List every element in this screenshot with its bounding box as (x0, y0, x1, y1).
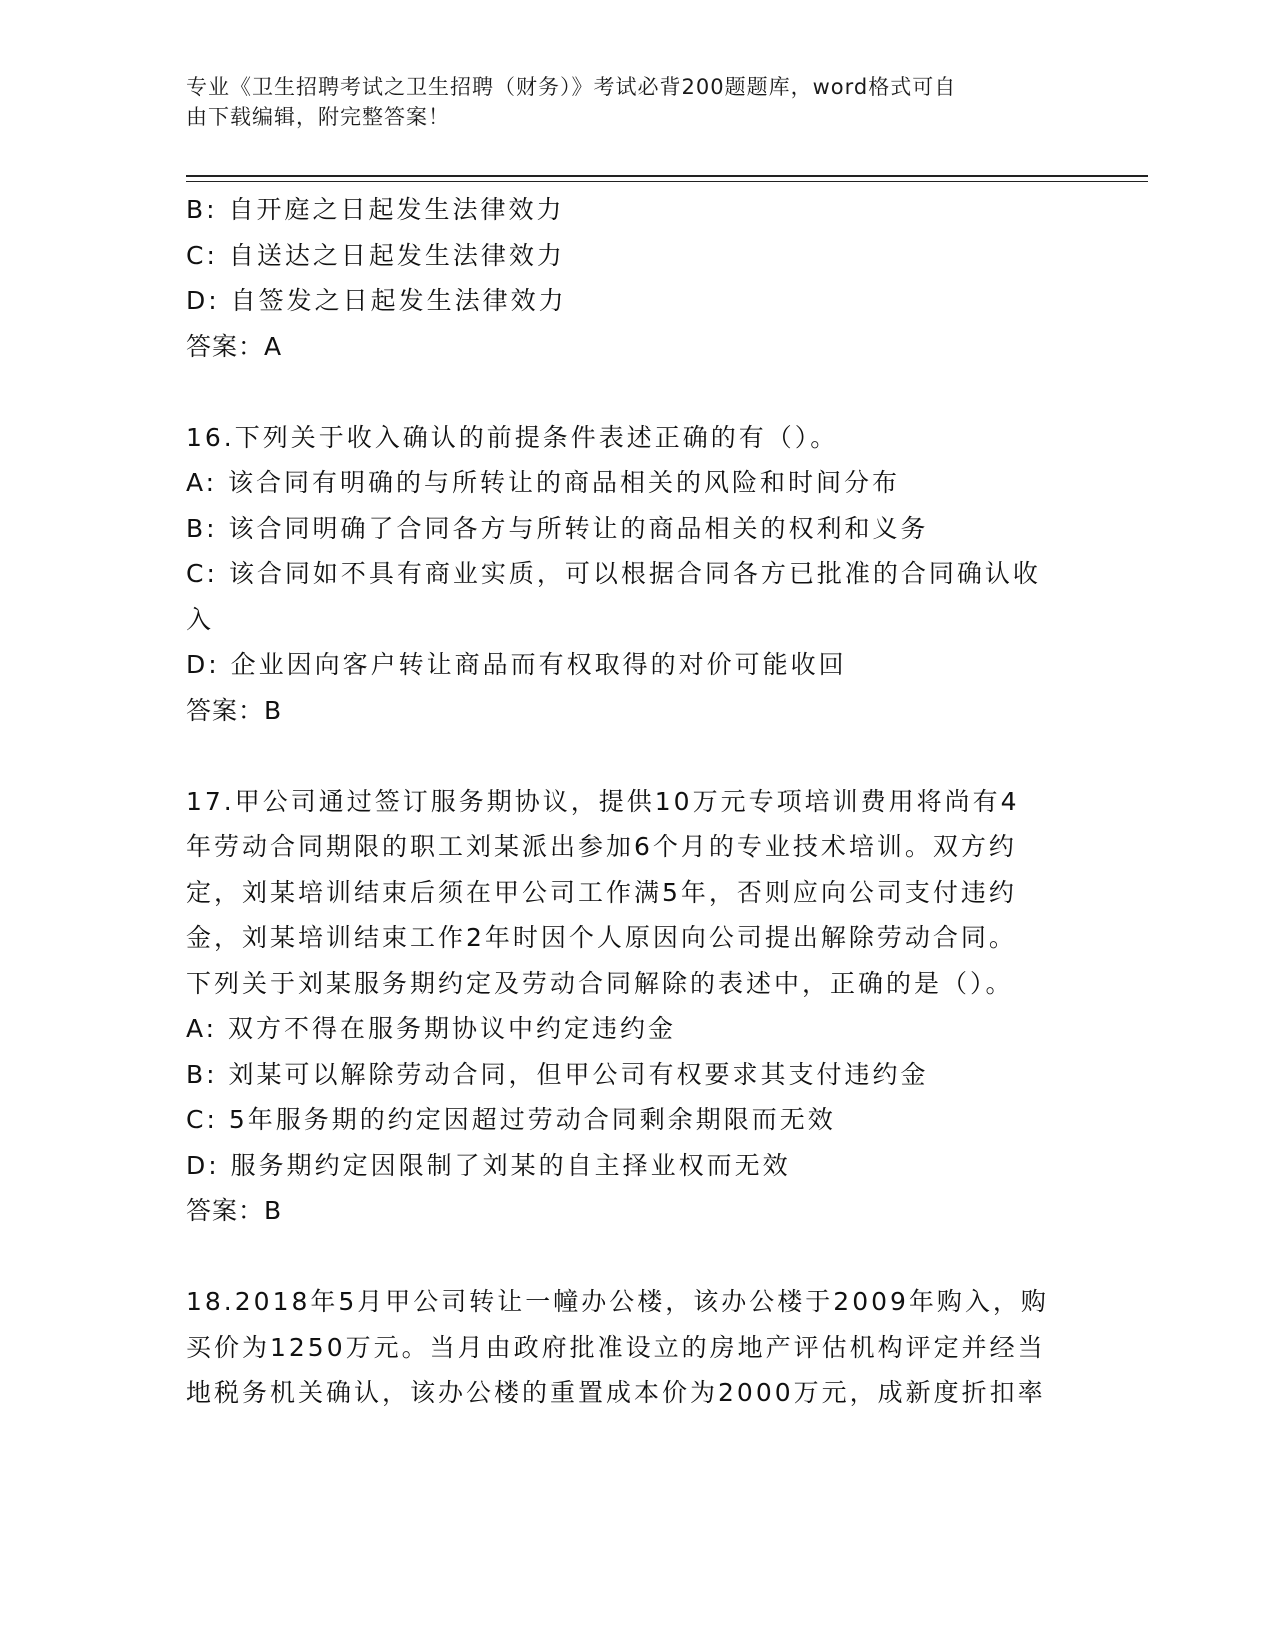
answer: 答案：B (186, 1196, 283, 1225)
question-stem-line: 17.甲公司通过签订服务期协议，提供10万元专项培训费用将尚有4 (186, 786, 1020, 816)
option-d: D: 企业因向客户转让商品而有权取得的对价可能收回 (186, 650, 847, 679)
option-c-continued: 入 (186, 604, 215, 634)
question-16-block (186, 415, 1066, 734)
header-title-line-1: 专业《卫生招聘考试之卫生招聘（财务）》考试必背200题题库，word格式可自 (186, 75, 957, 99)
header-divider-thin (186, 181, 1148, 182)
question-stem-line: 18.2018年5月甲公司转让一幢办公楼，该办公楼于2009年购入，购 (186, 1287, 1049, 1316)
prev-question-block (186, 187, 1066, 369)
header-title-line-2: 由下载编辑，附完整答案！ (186, 105, 450, 129)
option-c: C: 自送达之日起发生法律效力 (186, 240, 565, 270)
option-b: B: 该合同明确了合同各方与所转让的商品相关的权利和义务 (186, 513, 929, 543)
spacer (186, 733, 1066, 779)
question-stem-line: 下列关于刘某服务期约定及劳动合同解除的表述中，正确的是（）。 (186, 968, 1014, 998)
question-stem-line: 买价为1250万元。当月由政府批准设立的房地产评估机构评定并经当 (186, 1332, 1046, 1362)
question-stem: 16.下列关于收入确认的前提条件表述正确的有（）。 (186, 422, 839, 452)
spacer (186, 369, 1066, 415)
option-a: A: 双方不得在服务期协议中约定违约金 (186, 1014, 677, 1043)
question-stem-line: 年劳动合同期限的职工刘某派出参加6个月的专业技术培训。双方约 (186, 832, 1017, 861)
spacer (186, 1234, 1066, 1280)
option-d: D: 服务期约定因限制了刘某的自主择业权而无效 (186, 1150, 791, 1180)
option-d: D: 自签发之日起发生法律效力 (186, 286, 567, 315)
page-header (186, 72, 1066, 132)
question-content (186, 187, 1066, 1416)
option-b: B: 自开庭之日起发生法律效力 (186, 195, 565, 224)
question-stem-line: 定，刘某培训结束后须在甲公司工作满5年，否则应向公司支付违约 (186, 877, 1017, 907)
option-c: C: 5年服务期的约定因超过劳动合同剩余期限而无效 (186, 1105, 836, 1134)
answer: 答案：A (186, 331, 283, 361)
option-a: A: 该合同有明确的与所转让的商品相关的风险和时间分布 (186, 468, 901, 497)
answer: 答案：B (186, 695, 283, 725)
option-b: B: 刘某可以解除劳动合同，但甲公司有权要求其支付违约金 (186, 1059, 929, 1089)
question-stem-line: 地税务机关确认，该办公楼的重置成本价为2000万元，成新度折扣率 (186, 1378, 1046, 1407)
question-17-block (186, 779, 1066, 1234)
question-18-block (186, 1279, 1066, 1416)
option-c: C: 该合同如不具有商业实质，可以根据合同各方已批准的合同确认收 (186, 559, 1041, 588)
question-stem-line: 金，刘某培训结束工作2年时因个人原因向公司提出解除劳动合同。 (186, 923, 1017, 952)
header-divider-thick (186, 175, 1148, 177)
